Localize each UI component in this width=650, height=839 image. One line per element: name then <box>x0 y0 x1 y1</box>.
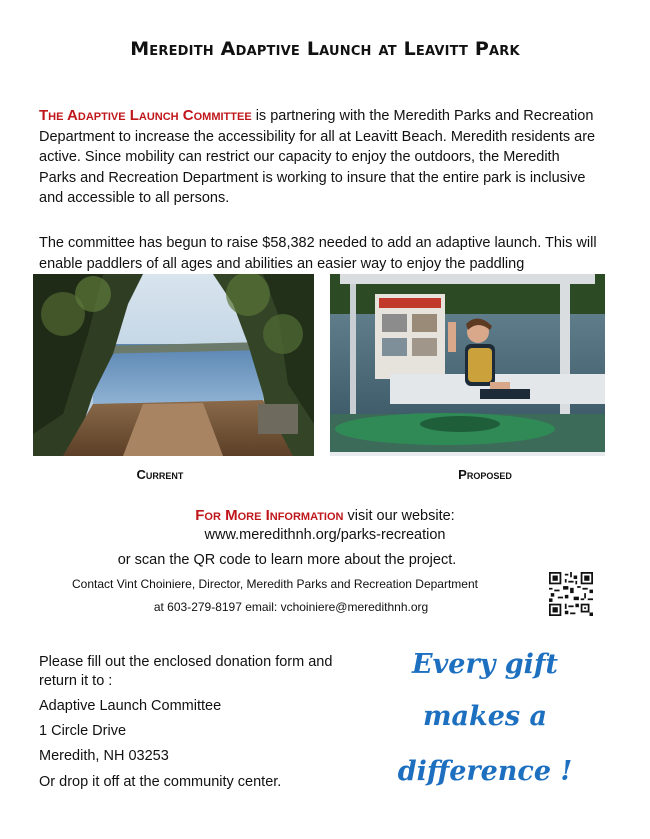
visit-text: visit our website: <box>343 508 455 524</box>
slogan-line-3: difference ! <box>397 756 573 787</box>
address-street: 1 Circle Drive <box>39 723 127 739</box>
donation-instruction: Please fill out the enclosed donation form and return it to : <box>39 654 333 689</box>
proposed-launch-image <box>330 274 605 456</box>
slogan-line-2: makes a <box>422 701 548 732</box>
slogan-line-1: Every gift <box>412 649 558 680</box>
more-info-line <box>0 507 650 524</box>
current-site-photo <box>33 274 314 456</box>
dropoff-note: Or drop it off at the community center. <box>39 774 282 790</box>
page-title: Meredith Adaptive Launch at Leavitt Park <box>130 38 520 60</box>
qr-instruction: or scan the QR code to learn more about the project. <box>117 552 457 568</box>
address-name: Adaptive Launch Committee <box>39 698 222 714</box>
contact-line: Contact Vint Choiniere, Director, Meredith Parks and Recreation Department <box>72 577 478 591</box>
fundraising-paragraph: The committee has begun to raise $58,382 needed to add an adaptive launch. This will enable paddlers of all ages and abilities an easier way to enjoy the paddling <box>39 235 597 272</box>
proposed-caption: Proposed <box>458 467 512 482</box>
committee-name: The Adaptive Launch Committee <box>39 107 252 124</box>
proposed-launch-photo <box>330 274 605 456</box>
current-caption: Current <box>136 467 184 482</box>
website-link[interactable]: www.meredithnh.org/parks-recreation <box>204 527 446 543</box>
qr-code-icon[interactable] <box>549 572 593 616</box>
intro-paragraph <box>39 106 599 209</box>
phone-email-line: at 603-279-8197 email: vchoiniere@meredithnh.org <box>153 600 429 614</box>
current-site-image <box>33 274 314 456</box>
more-info-heading: For More Information <box>195 507 344 524</box>
intro-text: is partnering with the Meredith Parks and Recreation Department to increase the accessibility for all at Leavitt Beach. Meredith residents are active. Since mobility can restrict our capacity to enjoy the outdoors, the Meredith Parks and Recreation Department is working to insure that the entire park is inclusive and accessible to all persons. <box>39 108 596 206</box>
address-city: Meredith, NH 03253 <box>39 748 169 764</box>
